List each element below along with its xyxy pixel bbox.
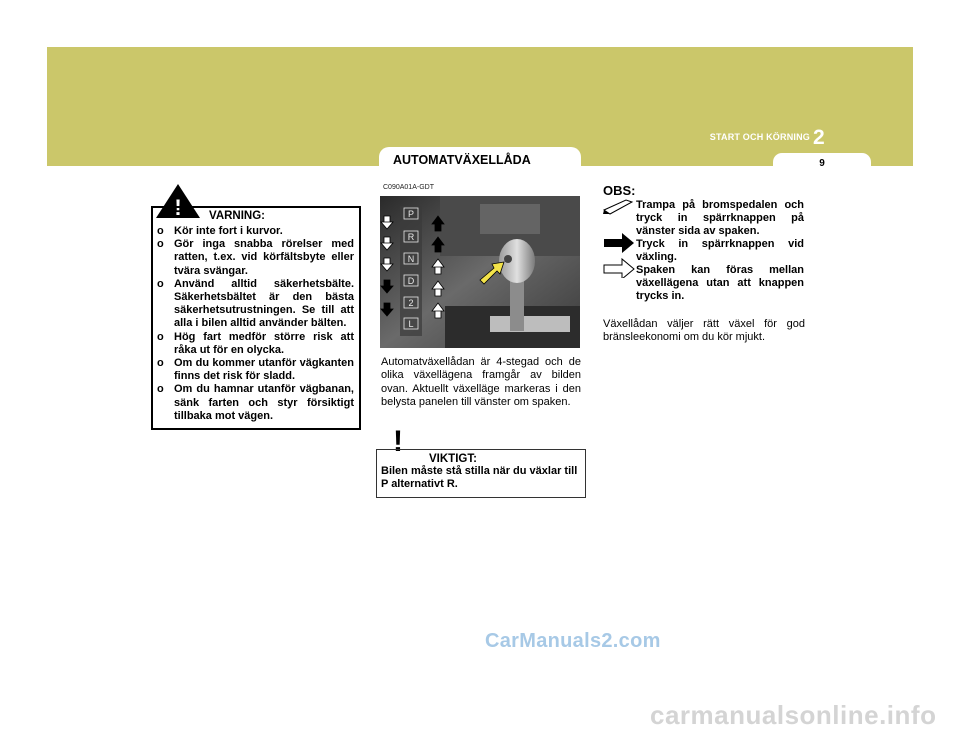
bullet: o bbox=[157, 277, 164, 290]
bullet: o bbox=[157, 383, 164, 396]
bullet: o bbox=[157, 238, 164, 251]
obs-item: Trampa på bromspedalen och tryck in spärrknappen på vänster sida av spaken. bbox=[636, 199, 804, 237]
obs-icons bbox=[602, 198, 636, 278]
bullet: o bbox=[157, 357, 164, 370]
obs-paragraph: Växellådan väljer rätt växel för god bränsleekonomi om du kör mjukt. bbox=[603, 318, 805, 344]
obs-item: Tryck in spärrknappen vid växling. bbox=[636, 238, 804, 263]
pencil-icon bbox=[603, 200, 632, 214]
important-box bbox=[376, 449, 586, 498]
watermark-carmanuals2[interactable]: CarManuals2.com bbox=[485, 630, 661, 652]
gear-label: P bbox=[407, 209, 415, 219]
warning-symbol: ! bbox=[174, 195, 182, 219]
bullet: o bbox=[157, 225, 164, 237]
gear-label: L bbox=[408, 319, 414, 329]
gear-label: 2 bbox=[408, 298, 414, 308]
warning-item: o Om du hamnar utanför vägbanan, sänk farten och styr försiktigt tillbaka mot vägen. bbox=[157, 383, 354, 422]
gear-label: D bbox=[407, 276, 415, 286]
important-text: Bilen måste stå stilla när du växlar till P alternativt R. bbox=[381, 465, 578, 490]
warning-item: o Kör inte fort i kurvor. bbox=[157, 225, 283, 237]
page-number: 9 bbox=[773, 153, 871, 171]
chapter-title: START OCH KÖRNING bbox=[709, 132, 810, 142]
gear-shifter-photo bbox=[380, 196, 580, 348]
arrow-right-outline-icon bbox=[604, 259, 634, 278]
gear-label: N bbox=[407, 254, 415, 264]
watermark-carmanualsonline[interactable]: carmanualsonline.info bbox=[650, 700, 937, 730]
warning-list bbox=[157, 225, 354, 423]
chapter-number: 2 bbox=[813, 126, 825, 149]
bullet: o bbox=[157, 330, 164, 343]
warning-item: o Hög fart medför större risk att råka ut för en olycka. bbox=[157, 330, 354, 356]
figure-code: C090A01A-GDT bbox=[383, 184, 434, 191]
obs-item: Spaken kan föras mellan växellägena utan att knappen trycks in. bbox=[636, 264, 804, 302]
obs-instructions bbox=[636, 199, 804, 303]
important-title: VIKTIGT: bbox=[429, 453, 477, 465]
arrow-right-filled-icon bbox=[604, 233, 634, 253]
section-title: AUTOMATVÄXELLÅDA bbox=[379, 147, 581, 171]
obs-title: OBS: bbox=[603, 183, 636, 198]
gear-label: R bbox=[407, 232, 415, 242]
warning-title: VARNING: bbox=[209, 210, 266, 222]
warning-item: o Om du kommer utanför vägkanten finns det risk för sladd. bbox=[157, 357, 354, 383]
warning-box bbox=[151, 206, 361, 430]
important-symbol: ! bbox=[393, 425, 403, 458]
warning-item: o Använd alltid säkerhetsbälte. Säkerhetsbältet är den bästa säkerhetsutrustningen. Se till att alla i bilen alltid använder bälten. bbox=[157, 277, 354, 330]
main-paragraph: Automatväxellådan är 4-stegad och de olika växellägena framgår av bilden ovan. Aktuellt växelläge markeras i den belysta panelen till vänster om spaken. bbox=[381, 356, 581, 408]
warning-item: o Gör inga snabba rörelser med ratten, t.ex. vid körfältsbyte eller tvära svängar. bbox=[157, 238, 354, 277]
